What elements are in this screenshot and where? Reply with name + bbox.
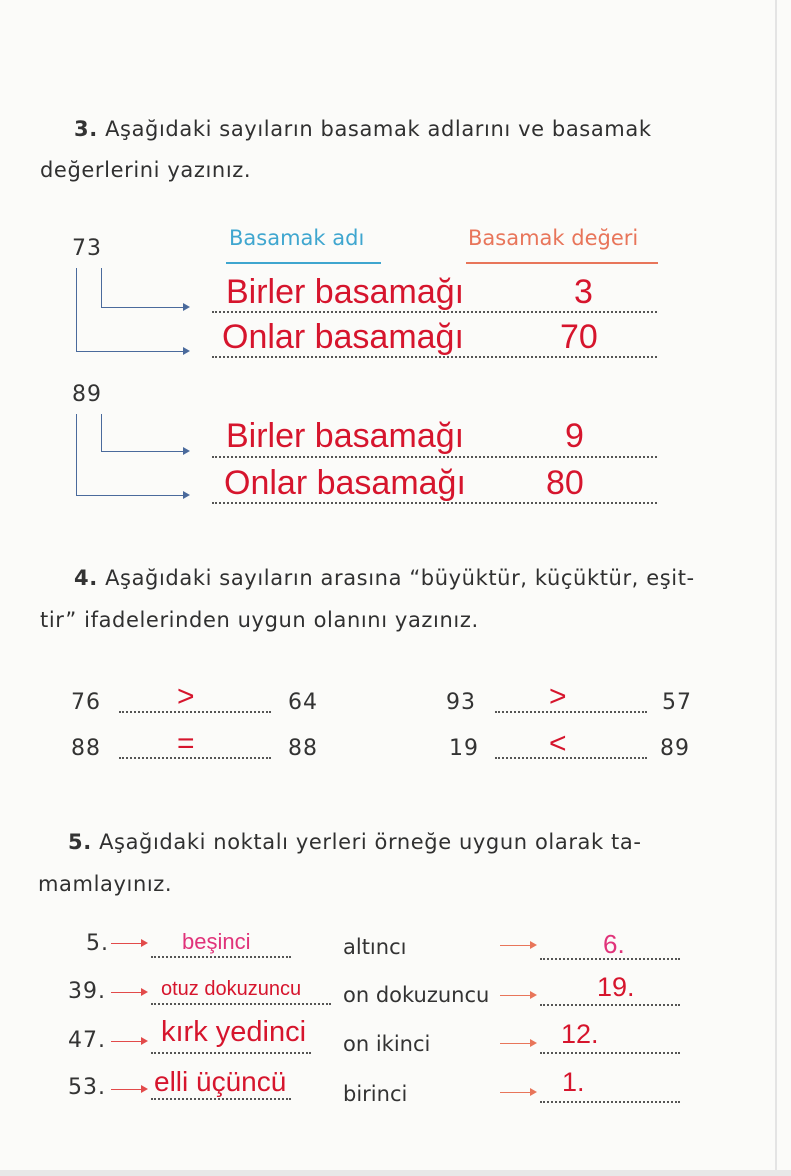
connector-inner-horizontal [101, 451, 183, 452]
dotted-answer-line [151, 1052, 311, 1054]
number-89: 89 [72, 382, 102, 407]
arrow-line [500, 1092, 530, 1093]
arrow-right-icon [183, 347, 190, 355]
ordinal-result: 19. [597, 972, 635, 1002]
q4-line1-text: Aşağıdaki sayıların arasına “büyüktür, küçüktür, eşit- [105, 566, 695, 590]
arrow-right-icon [141, 988, 148, 996]
q4-prompt-line1 [74, 566, 695, 590]
page-bottom-edge [0, 1170, 791, 1176]
arrow-line [500, 1043, 530, 1044]
arrow-right-icon [183, 303, 190, 311]
compare-left-number: 76 [71, 690, 101, 715]
column-header-underline-orange [466, 262, 658, 264]
dotted-answer-line [212, 311, 657, 313]
ordinal-word: altıncı [343, 935, 407, 959]
dotted-answer-line [495, 757, 647, 759]
connector-outer-horizontal [76, 495, 183, 496]
answer-onlar-basamagi-89: Onlar basamağı [224, 464, 466, 502]
compare-right-number: 89 [660, 736, 690, 761]
ordinal-answer: otuz dokuzuncu [161, 978, 302, 1000]
arrow-line [111, 943, 141, 944]
answer-value-3: 3 [574, 273, 593, 311]
answer-birler-basamagi-73: Birler basamağı [226, 273, 465, 311]
arrow-right-icon [183, 447, 190, 455]
q4-number: 4. [74, 566, 98, 590]
q5-line1-text: Aşağıdaki noktalı yerleri örneğe uygun olarak ta- [99, 830, 642, 854]
column-header-underline-blue [226, 262, 381, 264]
compare-answer-symbol: > [177, 680, 195, 713]
dotted-answer-line [540, 1101, 680, 1103]
page-edge [775, 0, 777, 1176]
connector-inner-horizontal [101, 307, 183, 308]
ordinal-result: 12. [561, 1019, 599, 1049]
ordinal-number: 47. [68, 1028, 106, 1053]
arrow-right-icon [183, 491, 190, 499]
dotted-answer-line [540, 958, 680, 960]
q4-prompt-line2: tir” ifadelerinden uygun olanını yazınız. [40, 608, 479, 632]
q3-line1-text: Aşağıdaki sayıların basamak adlarını ve basamak [105, 117, 652, 141]
dotted-answer-line [151, 956, 291, 958]
compare-answer-symbol: = [177, 727, 195, 760]
connector-outer-vertical [76, 414, 77, 496]
arrow-line [111, 1041, 141, 1042]
answer-onlar-basamagi-73: Onlar basamağı [222, 318, 464, 356]
compare-answer-symbol: > [549, 680, 567, 713]
arrow-right-icon [530, 1088, 537, 1096]
arrow-right-icon [530, 941, 537, 949]
compare-left-number: 19 [449, 736, 479, 761]
ordinal-number: 53. [68, 1075, 106, 1100]
dotted-answer-line [540, 1052, 680, 1054]
arrow-line [111, 1089, 141, 1090]
ordinal-word: on ikinci [343, 1032, 431, 1056]
number-73: 73 [72, 236, 102, 261]
arrow-line [500, 995, 530, 996]
arrow-line [500, 945, 530, 946]
dotted-answer-line [212, 456, 657, 458]
connector-inner-vertical [101, 414, 102, 452]
arrow-right-icon [530, 991, 537, 999]
compare-right-number: 88 [288, 736, 318, 761]
arrow-right-icon [141, 1037, 148, 1045]
dotted-answer-line [151, 1003, 331, 1005]
ordinal-answer: kırk yedinci [161, 1016, 307, 1048]
ordinal-number: 39. [68, 979, 106, 1004]
arrow-right-icon [141, 939, 148, 947]
dotted-answer-line [119, 757, 271, 759]
answer-value-70: 70 [560, 318, 598, 356]
answer-value-9: 9 [565, 417, 584, 455]
column-header-basamak-degeri: Basamak değeri [468, 226, 639, 250]
compare-left-number: 88 [71, 736, 101, 761]
ordinal-answer: elli üçüncü [154, 1066, 287, 1097]
q5-prompt-line2: mamlayınız. [38, 872, 173, 896]
arrow-right-icon [530, 1039, 537, 1047]
dotted-answer-line [540, 1004, 680, 1006]
arrow-line [111, 992, 141, 993]
compare-answer-symbol: < [549, 727, 567, 760]
dotted-answer-line [212, 356, 657, 358]
compare-left-number: 93 [446, 690, 476, 715]
dotted-answer-line [119, 711, 271, 713]
q5-number: 5. [68, 830, 92, 854]
q3-number: 3. [74, 117, 98, 141]
dotted-answer-line [212, 502, 657, 504]
answer-value-80: 80 [546, 464, 584, 502]
answer-birler-basamagi-89: Birler basamağı [226, 417, 465, 455]
compare-right-number: 57 [662, 690, 692, 715]
q5-prompt-line1 [68, 830, 642, 854]
ordinal-answer: beşinci [182, 929, 251, 954]
compare-right-number: 64 [288, 690, 318, 715]
connector-outer-horizontal [76, 351, 183, 352]
connector-inner-vertical [101, 268, 102, 308]
column-header-basamak-adi: Basamak adı [229, 226, 365, 250]
ordinal-result: 1. [562, 1067, 585, 1097]
ordinal-word: on dokuzuncu [343, 983, 490, 1007]
arrow-right-icon [141, 1085, 148, 1093]
q3-prompt-line1 [74, 117, 652, 141]
dotted-answer-line [495, 711, 647, 713]
q3-prompt-line2: değerlerini yazınız. [40, 158, 252, 182]
dotted-answer-line [151, 1098, 291, 1100]
ordinal-result: 6. [603, 929, 625, 959]
ordinal-word: birinci [343, 1082, 408, 1106]
ordinal-number: 5. [86, 931, 109, 956]
connector-outer-vertical [76, 268, 77, 352]
